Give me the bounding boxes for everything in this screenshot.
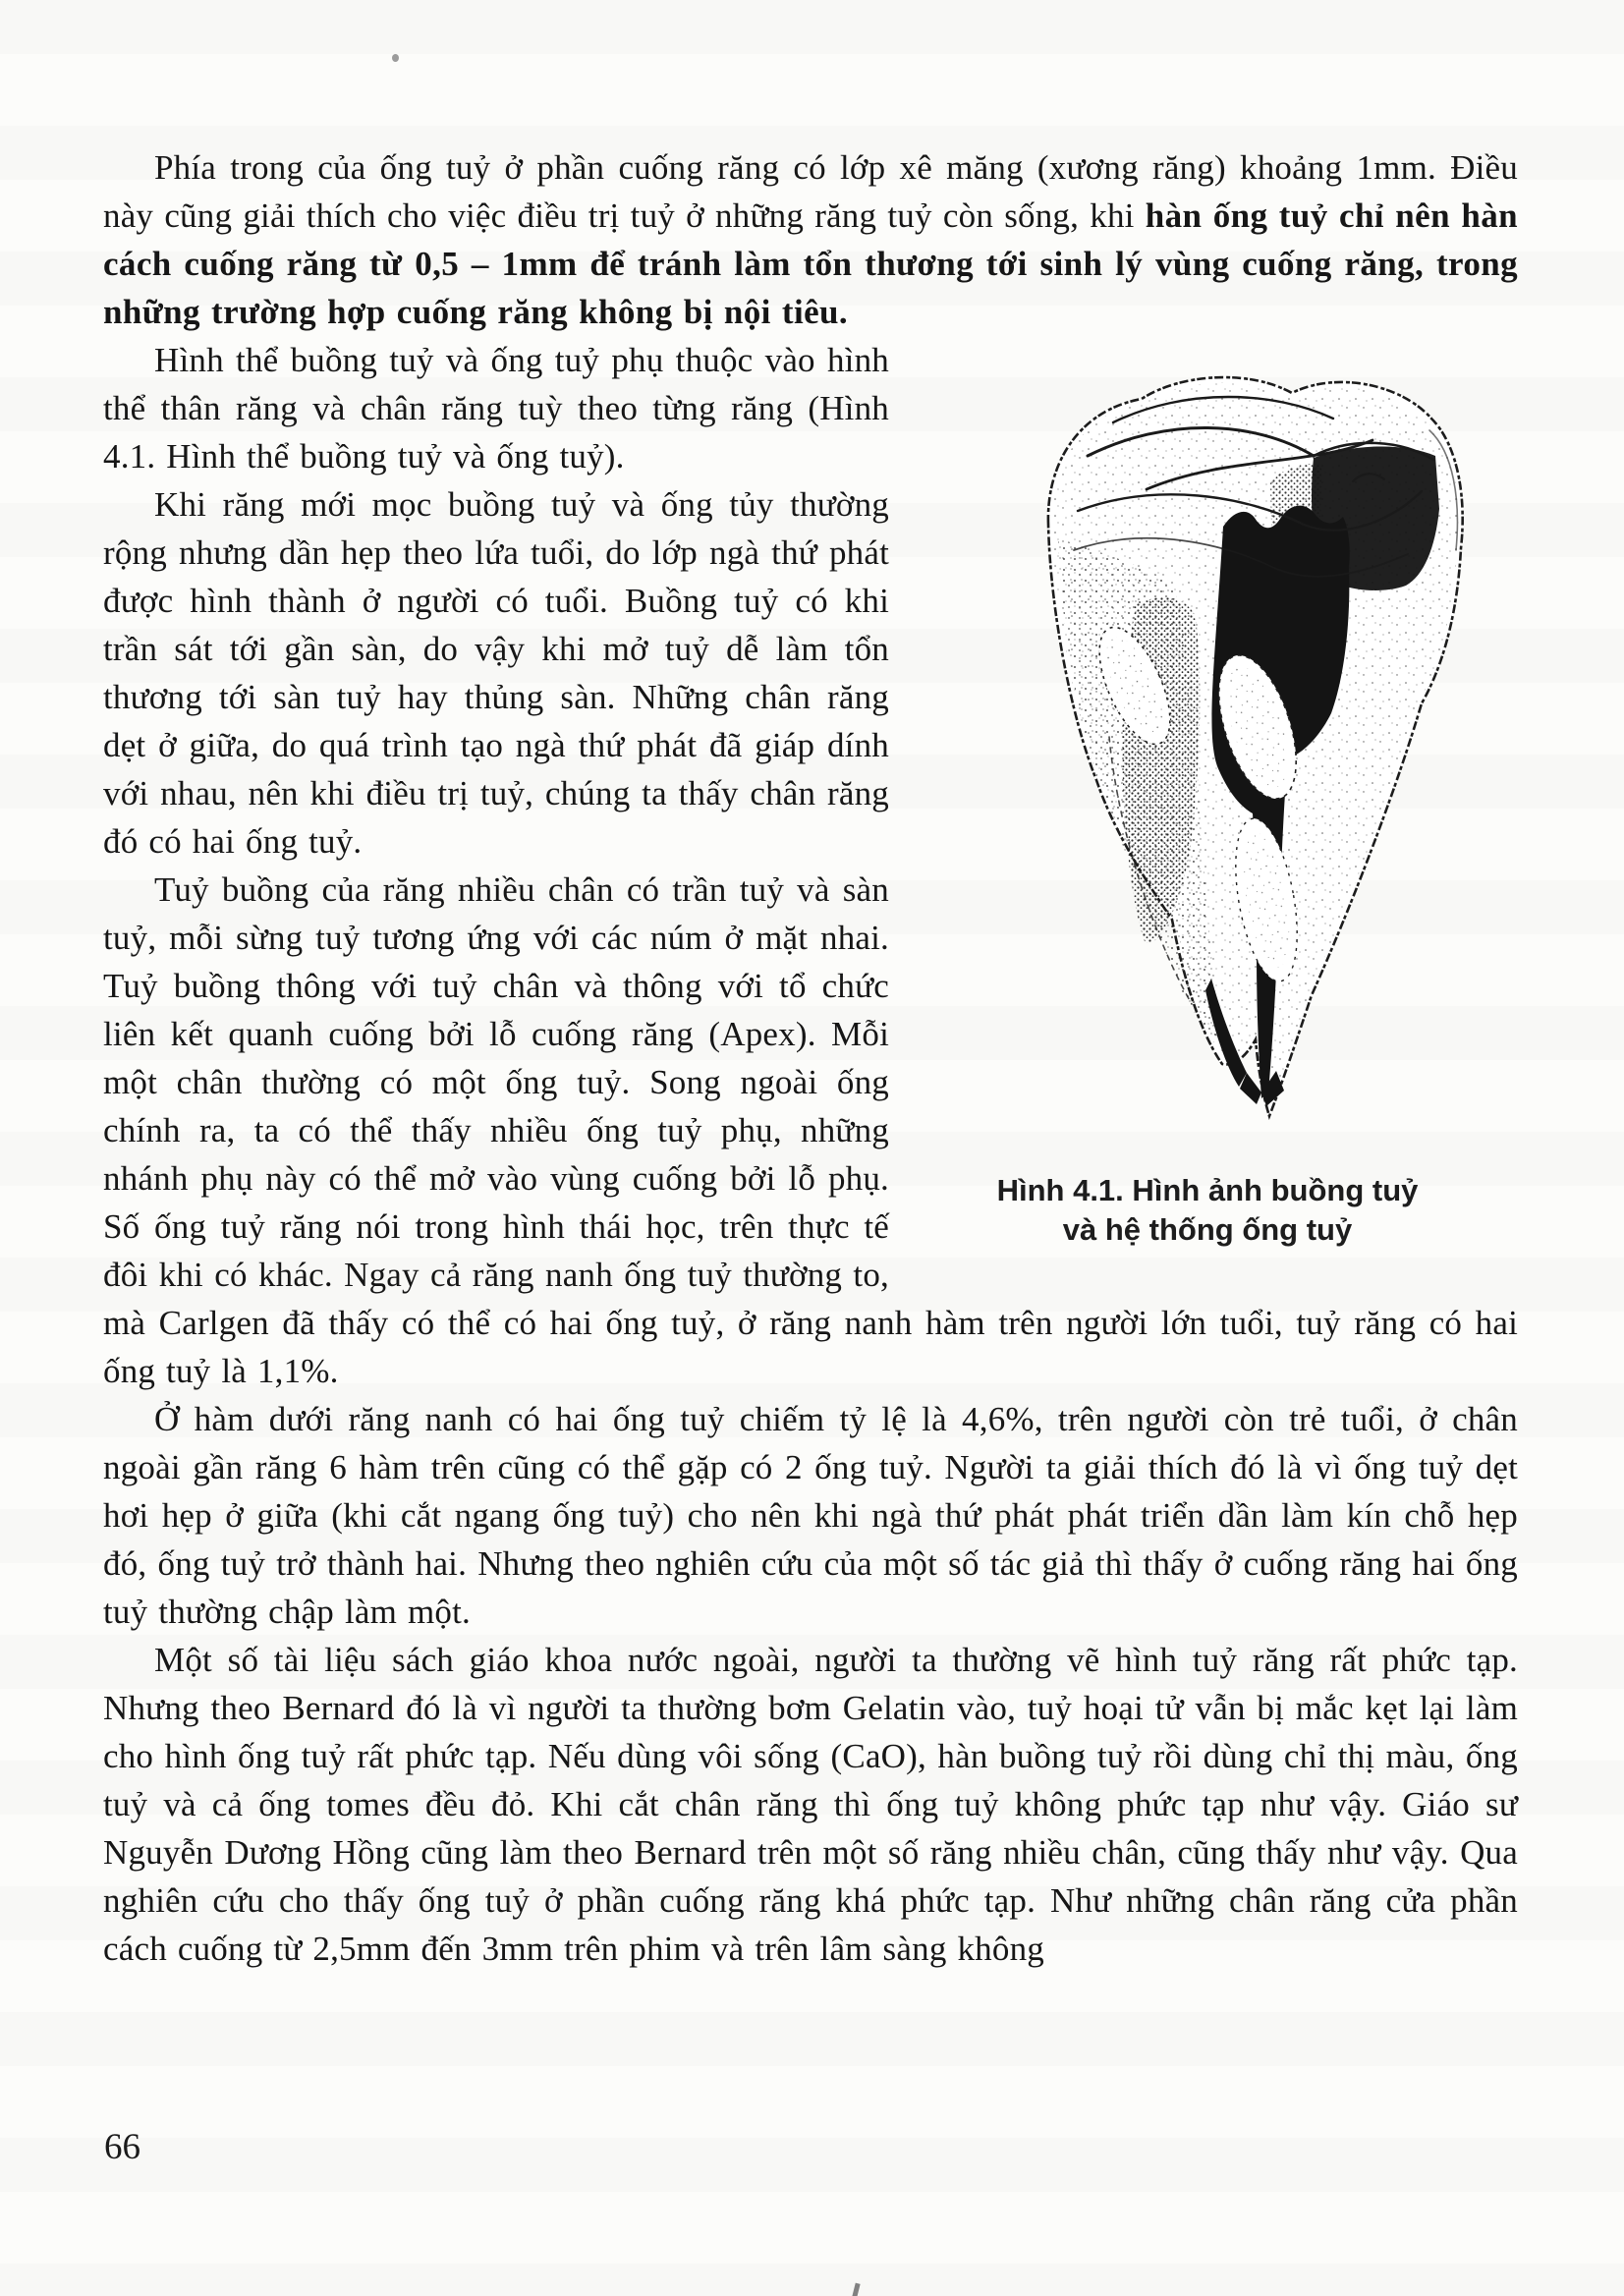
figure-caption-line2: và hệ thống ống tuỷ <box>1062 1212 1353 1247</box>
paragraph-bernard-text: Một số tài liệu sách giáo khoa nước ngoài, người ta thường vẽ hình tuỷ răng rất phức tạp. Nhưng theo Bernard đó là vì người ta thường bơm Gelatin vào, tuỷ hoại tử vẫn bị mắc kẹt lại làm cho hình ống tuỷ rất phức tạp. Nếu dùng vôi sống (CaO), hàn buồng tuỷ rồi dùng chỉ thị màu, ống tuỷ và cả ống tomes đều đỏ. Khi cắt chân răng thì ống tuỷ không phức tạp như vậy. Giáo sư Nguyễn Dương Hồng cũng làm theo Bernard trên một số răng nhiều chân, cũng thấy như vậy. Qua nghiên cứu cho thấy ống tuỷ ở phần cuống răng khá phức tạp. Như những chân răng cửa phần cách cuống từ 2,5mm đến 3mm trên phim và trên lâm sàng không <box>103 1641 1518 1968</box>
paragraph-intro-text-b: hàn ống tuỷ chỉ nên hàn cách cuống răng từ 0,5 – 1mm để tránh làm tổn thương tới sinh lý vùng cuống răng, trong những trường hợp cuống răng không bị nội tiêu. <box>103 196 1518 331</box>
paragraph-chamber-floor-text: Tuỷ buồng của răng nhiều chân có trần tuỷ và sàn tuỷ, mỗi sừng tuỷ tương ứng với các núm ở mặt nhai. Tuỷ buồng thông với tuỷ chân và thông với tổ chức liên kết quanh cuống bởi lỗ cuống răng (Apex). Mỗi một chân thường có một ống tuỷ. Song ngoài ống chính ra, ta có thể thấy nhiều ống tuỷ phụ, những nhánh phụ này có thể mở vào vùng cuống bởi lỗ phụ. Số ống tuỷ răng nói trong hình thái học, trên thực tế đôi khi có khác. Ngay cả răng nanh ống tuỷ thường to, mà Carlgen đã thấy có thể có hai ống tuỷ, ở răng nanh hàm trên người lớn tuổi, tuỷ răng có hai ống tuỷ là 1,1%. <box>103 870 1518 1390</box>
paragraph-bernard <box>103 1636 1518 1973</box>
text-block <box>103 143 1518 1973</box>
paragraph-pulp-shape-text: Hình thể buồng tuỷ và ống tuỷ phụ thuộc vào hình thể thân răng và chân răng tuỳ theo từng răng (Hình 4.1. Hình thể buồng tuỷ và ống tuỷ). <box>103 341 889 476</box>
scan-artifact-speck <box>392 54 399 62</box>
scan-artifact-dash <box>852 2283 860 2296</box>
figure-caption-line1: Hình 4.1. Hình ảnh buồng tuỷ <box>996 1173 1419 1207</box>
page-number: 66 <box>104 2127 140 2167</box>
paragraph-intro <box>103 143 1518 336</box>
paragraph-two-canals <box>103 1395 1518 1636</box>
figure-caption <box>993 1171 1422 1250</box>
paragraph-intro-text-a: Phía trong của ống tuỷ ở phần cuống răng có lớp xê măng (xương răng) khoảng 1mm. Điều này cũng giải thích cho việc điều trị tuỷ ở những răng tuỷ còn sống, khi <box>103 148 1518 235</box>
paragraph-two-canals-text: Ở hàm dưới răng nanh có hai ống tuỷ chiếm tỷ lệ là 4,6%, trên người còn trẻ tuổi, ở chân ngoài gần răng 6 hàm trên cũng có thể gặp có 2 ống tuỷ. Người ta giải thích đó là vì ống tuỷ dẹt hơi hẹp ở giữa (khi cắt ngang ống tuỷ) cho nên khi ngà thứ phát phát triển dần làm kín chỗ hẹp đó, ống tuỷ trở thành hai. Nhưng theo nghiên cứu của một số tác giả thì thấy ở cuống răng hai ống tuỷ thường chập làm một. <box>103 1400 1518 1631</box>
tooth-pulp-illustration <box>1019 362 1481 1138</box>
figure-4-1 <box>928 336 1518 1277</box>
paragraph-age-changes-text: Khi răng mới mọc buồng tuỷ và ống tủy thường rộng nhưng dần hẹp theo lứa tuổi, do lớp ngà thứ phát được hình thành ở người có tuổi. Buồng tuỷ có khi trần sát tới gần sàn, do vậy khi mở tuỷ dễ làm tổn thương tới sàn tuỷ hay thủng sàn. Những chân răng dẹt ở giữa, do quá trình tạo ngà thứ phát đã giáp dính với nhau, nên khi điều trị tuỷ, chúng ta thấy chân răng đó có hai ống tuỷ. <box>103 485 889 861</box>
